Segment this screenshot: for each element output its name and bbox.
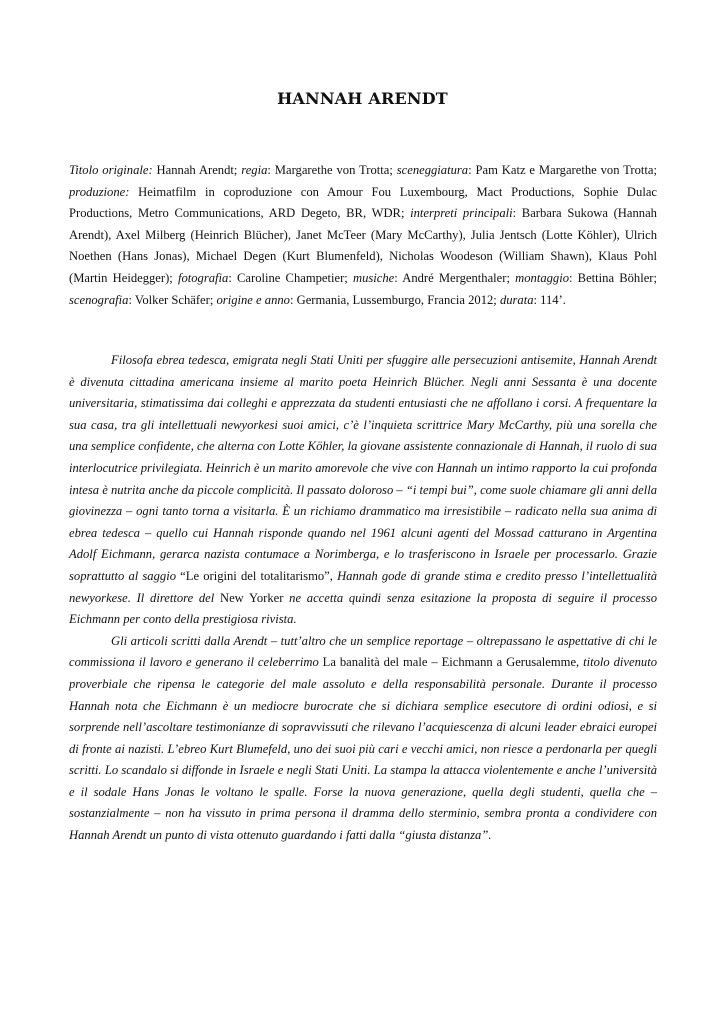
credit-label-production: produzione:	[69, 184, 130, 199]
credit-label-editing: montaggio	[515, 270, 570, 285]
credit-value-editing: : Bettina Böhler;	[569, 270, 657, 285]
credit-value-photography: : Caroline Champetier;	[228, 270, 353, 285]
credit-value-production: Heimatfilm in coproduzione con Amour Fou Luxembourg, Mact Productions, Sophie Dulac Productions, Metro Communications, ARD Degeto, BR, WDR;	[69, 184, 657, 221]
paragraph-2-text-b: , titolo divenuto proverbiale che ripensa le categorie del male assoluto e della responsabilità personale. Durante il processo Hannah nota che Eichmann è un mediocre burocrate che si dichiara semplice esecutore di ordini odiosi, e si sorprende nell’ascoltare testimonianze di sopravvissuti che rilevano l’acquiescenza di alcuni leader ebraici europei di fronte ai nazisti. L’ebreo Kurt Blumefeld, uno dei suoi più cari e vecchi amici, non riesce a perdonarla per quegli scritti. Lo scandalo si diffonde in Israele e negli Stati Uniti. La stampa la attacca violentemente e anche l’università e il sodale Hans Jonas le voltano le spalle. Forse la nuova generazione, quella degli studenti, quella che – sostanzialmente – non ha vissuto in prima persona il dramma dello sterminio, sembra pronta a condividere con Hannah Arendt un punto di vista ottenuto guardando i fatti dalla “giusta distanza”.	[69, 655, 658, 843]
credit-value-cast: : Barbara Sukowa (Hannah Arendt), Axel Milberg (Heinrich Blücher), Janet McTeer (Mary McCarthy), Julia Jentsch (Lotte Köhler), Ulrich Noethen (Hans Jonas), Michael Degen (Kurt Blumenfeld), Nicholas Woodeson (William Shawn), Klaus Pohl (Martin Heidegger);	[69, 206, 657, 285]
credit-value-screenplay: : Pam Katz e Margarethe von Trotta;	[468, 163, 657, 177]
paragraph-1-text-a: Filosofa ebrea tedesca, emigrata negli Stati Uniti per sfuggire alle persecuzioni antisemite, Hannah Arendt è divenuta cittadina americana insieme al marito poeta Heinrich Blücher. Negli anni Sessanta è una docente universitaria, stimatissima dai colleghi e apprezzata da studenti entusiasti che ne affollano i corsi. A frequentare la sua casa, tra gli intellettuali newyorkesi suoi amici, c’è l’inquieta scrittrice Mary McCarthy, più una sorella che una semplice confidente, che alterna con Lotte Köhler, la giovane assistente connazionale di Hannah, il ruolo di sua interlocutrice privilegiata. Heinrich è un marito amorevole che vive con Hannah un intimo rapporto la cui profonda intesa è nutrita anche da piccole complicità. Il passato doloroso – “i tempi bui”, come suole chiamare gli anni della giovinezza – ogni tanto torna a visitarla. È un richiamo drammatico ma irresistibile – radicato nella sua anima di ebrea tedesca – quello cui Hannah risponde quando nel 1961 alcuni agenti del Mossad catturano in Argentina Adolf Eichmann, gerarca nazista contumace a Norimberga, e lo trasferiscono in Israele per processarlo. Grazie soprattutto al saggio	[69, 353, 657, 583]
credit-label-duration: durata	[499, 292, 534, 307]
credit-label-cast: interpreti principali	[410, 206, 513, 221]
credit-label-original-title: Titolo originale:	[69, 163, 153, 177]
synopsis-paragraph-2	[69, 631, 657, 847]
film-credits	[69, 160, 657, 311]
credit-value-music: : André Mergenthaler;	[394, 270, 516, 285]
paragraph-1-text-b: , Hannah gode di grande stima e credito presso l’intellettualità newyorkese. Il direttore del	[69, 568, 657, 605]
page-title: HANNAH ARENDT	[277, 89, 448, 108]
credit-value-origin-year: : Germania, Lussemburgo, Francia 2012;	[289, 292, 500, 307]
credit-label-set-design: scenografia	[69, 292, 129, 307]
paragraph-2-text-a: Gli articoli scritti dalla Arendt – tutt’altro che un semplice reportage – oltrepassano le aspettative di chi le commissiona il lavoro e generano il celeberrimo	[69, 633, 657, 670]
paragraph-1-text-c: ne accetta quindi senza esitazione la proposta di seguire il processo Eichmann per conto della prestigiosa rivista.	[69, 590, 657, 627]
magazine-name-new-yorker: New Yorker	[220, 590, 284, 605]
book-title-origins-totalitarianism: “Le origini del totalitarismo”	[180, 568, 330, 583]
credit-label-screenplay: sceneggiatura	[396, 163, 469, 177]
credit-label-photography: fotografia	[177, 270, 229, 285]
credit-value-duration: : 114’.	[533, 292, 566, 307]
credit-value-director: : Margarethe von Trotta;	[267, 163, 397, 177]
credit-label-music: musiche	[352, 270, 395, 285]
book-title-banality-of-evil: La banalità del male – Eichmann a Gerusalemme	[322, 655, 577, 670]
synopsis	[69, 350, 657, 847]
credit-label-director: regia	[241, 163, 268, 177]
synopsis-paragraph-1	[69, 350, 657, 631]
credit-value-set-design: : Volker Schäfer;	[128, 292, 217, 307]
credit-value-original-title: Hannah Arendt;	[152, 163, 242, 177]
credit-label-origin-year: origine e anno	[216, 292, 290, 307]
